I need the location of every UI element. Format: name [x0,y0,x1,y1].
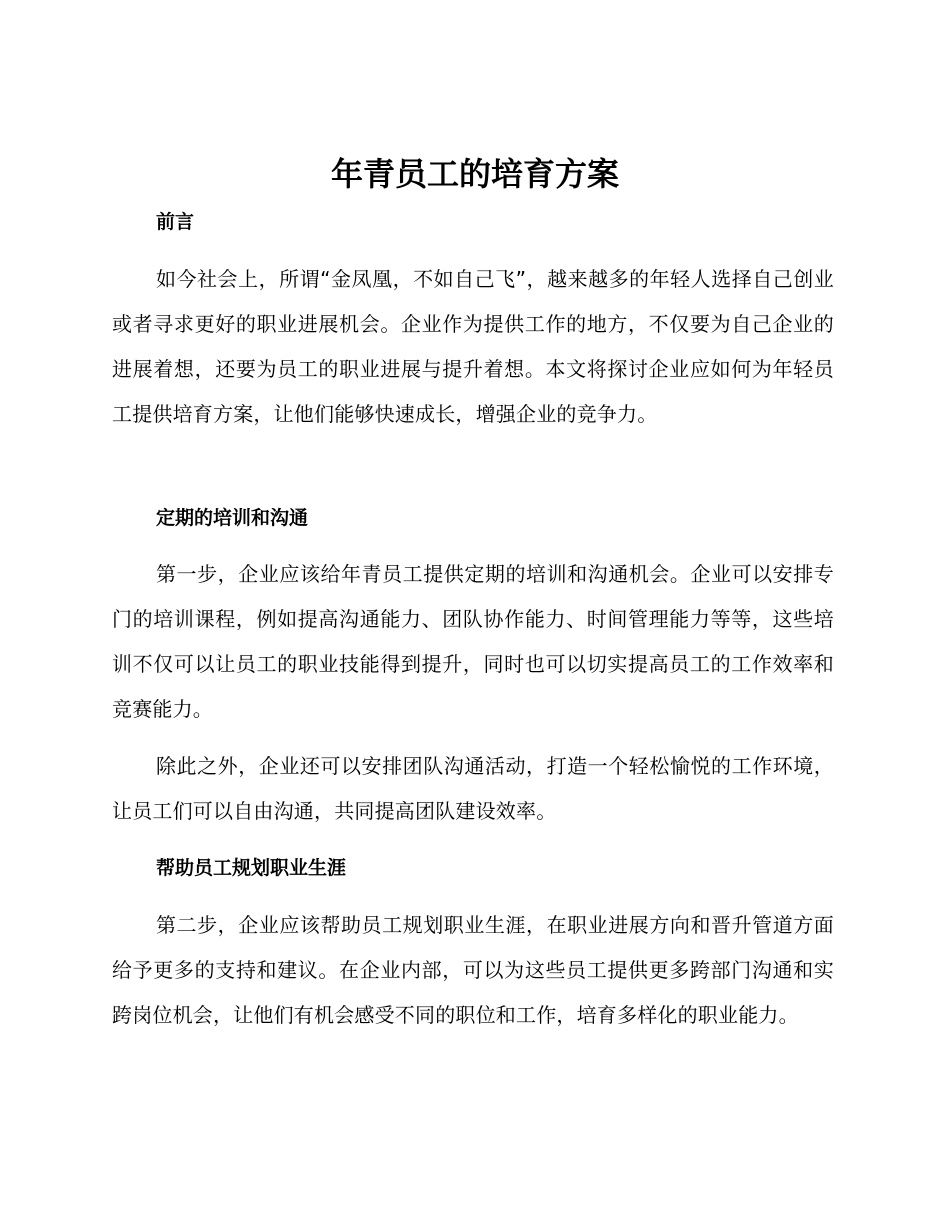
paragraph-preface: 如今社会上，所谓“金凤凰，不如自己飞”，越来越多的年轻人选择自己创业或者寻求更好的职业进展机会。企业作为提供工作的地方，不仅要为自己企业的进展着想，还要为员工的职业进展与提升着想。本文将探讨企业应如何为年轻员工提供培育方案，让他们能够快速成长，增强企业的竞争力。 [112,267,834,426]
document-title: 年青员工的培育方案 [330,155,619,193]
paragraph-career: 第二步，企业应该帮助员工规划职业生涯，在职业进展方向和晋升管道方面给予更多的支持和建议。在企业内部，可以为这些员工提供更多跨部门沟通和实跨岗位机会，让他们有机会感受不同的职位和工作，培育多样化的职业能力。 [112,913,834,1027]
section-heading-career: 帮助员工规划职业生涯 [156,857,347,879]
paragraph-training-2: 除此之外，企业还可以安排团队沟通活动，打造一个轻松愉悦的工作环境，让员工们可以自由沟通，共同提高团队建设效率。 [112,754,834,823]
section-heading-preface: 前言 [156,211,195,233]
section-heading-training: 定期的培训和沟通 [156,507,309,529]
paragraph-training-1: 第一步，企业应该给年青员工提供定期的培训和沟通机会。企业可以安排专门的培训课程，例如提高沟通能力、团队协作能力、时间管理能力等等，这些培训不仅可以让员工的职业技能得到提升，同时也可以切实提高员工的工作效率和竞赛能力。 [112,562,834,721]
